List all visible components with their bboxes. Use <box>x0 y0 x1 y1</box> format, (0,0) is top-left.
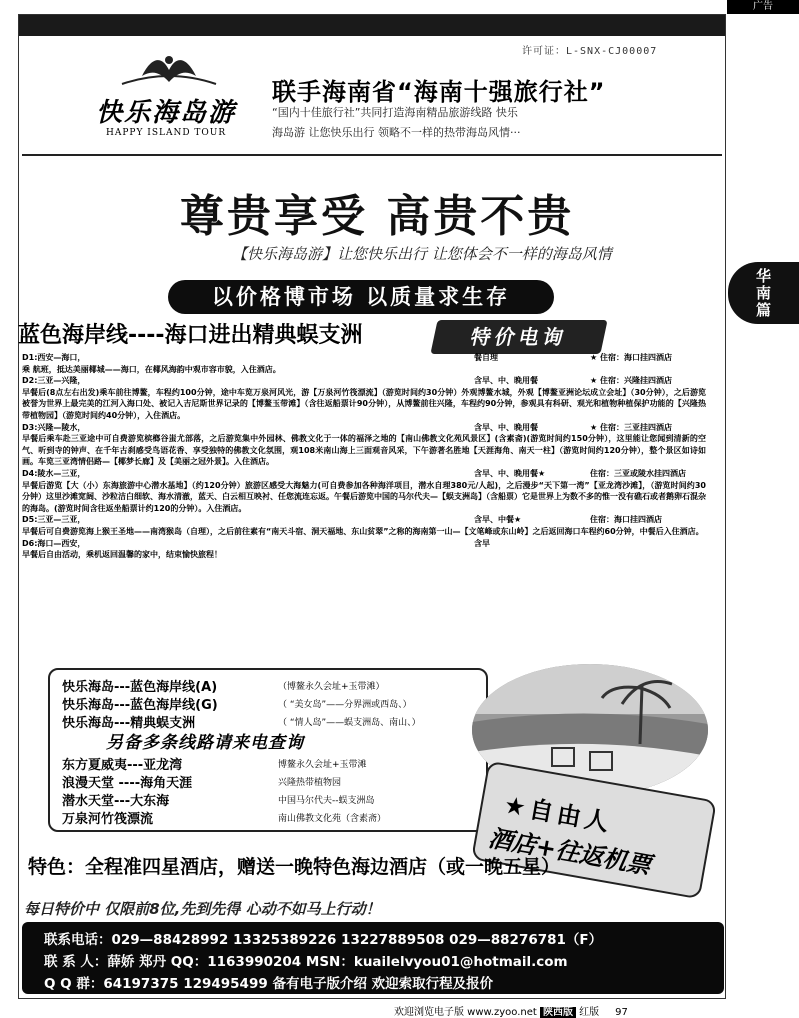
itinerary-day-head <box>22 375 706 387</box>
day-description: 早餐后(8点左右出发)乘车前往博鳌，车程约100分钟，途中车览万泉河风光，游【万泉河竹筏漂流】（游览时间约30分钟）外观博鳌水城，外观【博鳌亚洲论坛成立会址】（30分钟），之后游览被誉为世界上最完美的江河入海口处、被记入吉尼斯世界记录的【博鳌玉带滩】（含往返船票计90分钟），从博鳌前往兴隆，车程约90分钟，参观具有科研、观光和植物种植保护功能的【兴隆热带植物园】（游览时间约40分钟），入住酒店。 <box>22 387 706 420</box>
route-line-name: 潜水天堂---大东海 <box>62 794 170 809</box>
route-title: 蓝色海岸线----海口进出精典蜈支洲 <box>18 323 363 348</box>
itinerary-day-head <box>22 514 706 526</box>
day-hotel: 住宿：三亚或陵水挂四酒店 <box>590 468 686 478</box>
day-label: D4:陵水—三亚， <box>22 468 86 478</box>
day-meals: 含早、中、晚用餐★ <box>474 468 546 478</box>
day-label: D3:兴隆—陵水， <box>22 422 86 432</box>
logo-name: 快乐海岛游 <box>96 98 237 128</box>
day-label: D1:西安—海口， <box>22 353 86 362</box>
day-description: 早餐后自由活动，乘机返回温馨的家中，结束愉快旅程！ <box>22 550 222 560</box>
contact-group: Q Q 群：64197375 129495499 备有电子版介绍 欢迎索取行程及报价 <box>44 976 494 992</box>
itinerary-day-head <box>22 468 706 480</box>
day-label: D5:三亚—三亚， <box>22 515 86 525</box>
more-lines-text: 另备多条线路请来电查询 <box>106 733 304 753</box>
route-line-note: （博鳌永久会址+玉带滩） <box>278 682 385 692</box>
route-line-note: （ “美女岛”——分界洲或西岛、） <box>278 700 412 710</box>
day-hotel: ★ 住宿：兴隆挂四酒店 <box>590 376 672 386</box>
route-line-note: 中国马尔代夫--蜈支洲岛 <box>278 796 375 806</box>
day-hotel: ★ 住宿：海口挂四酒店 <box>590 353 672 362</box>
footer-site: 欢迎浏览电子版 www.zyoo.net <box>394 1007 537 1018</box>
footer-edition: 红版 <box>579 1007 600 1018</box>
free-traveler-title: ★自由人 <box>501 790 615 838</box>
footer-edition-tag: 陕西版 <box>540 1007 576 1018</box>
free-traveler-package: 酒店+往返机票 <box>486 823 653 880</box>
special-price-badge: 特价电询 <box>430 320 607 354</box>
route-line-note: 南山佛教文化苑（含素斋） <box>278 814 387 824</box>
route-line-name: 万泉河竹筏漂流 <box>62 812 154 827</box>
route-line-name: 快乐海岛---蓝色海岸线(A) <box>62 680 218 695</box>
contact-panel <box>22 922 724 994</box>
itinerary-day-head <box>22 422 706 434</box>
intro-line-1: “国内十佳旅行社”共同打造海南精品旅游线路 快乐 <box>272 106 518 119</box>
divider-top <box>22 154 722 156</box>
main-slogan: 尊贵享受 高贵不贵 <box>180 191 575 242</box>
day-description: 早餐后可自费游览海上猴王圣地——南湾猴岛（自理），之后前往素有“南天斗宿、洞天福地、东山贫翠”之称的海南第一山—【文笔峰或东山岭】之后返回海口车程约60分钟，中餐后入住酒店。 <box>22 526 704 536</box>
day-meals: 含早、中、晚用餐 <box>474 422 538 432</box>
route-line-name: 浪漫天堂 ----海角天涯 <box>62 776 193 791</box>
sub-slogan: 【快乐海岛游】让您快乐出行 让您体会不一样的海岛风情 <box>232 245 612 263</box>
feature-line: 特色：全程准四星酒店，赠送一晚特色海边酒店（或一晚五星） <box>28 856 561 878</box>
day-meals: 含早、中餐★ <box>474 515 522 525</box>
day-hotel: ★ 住宿：三亚挂四酒店 <box>590 422 672 432</box>
route-line-name: 东方夏威夷---亚龙湾 <box>62 758 183 773</box>
route-line-note: 兴隆热带植物园 <box>278 778 342 788</box>
price-quality-banner: 以价格博市场 以质量求生存 <box>168 280 554 314</box>
itinerary-day-head <box>22 352 706 364</box>
day-hotel: 住宿：海口挂四酒店 <box>590 515 662 525</box>
route-line-note: 博鳌永久会址+玉带滩 <box>278 760 367 770</box>
ad-label: 广告 <box>727 0 799 14</box>
page-number: 97 <box>615 1007 628 1018</box>
region-side-tab <box>728 262 799 324</box>
route-line-name: 快乐海岛---精典蜈支洲 <box>62 716 196 731</box>
partner-title: 联手海南省“海南十强旅行社” <box>272 78 606 106</box>
logo-english: HAPPY ISLAND TOUR <box>106 128 227 138</box>
day-description: 乘 航班，抵达美丽椰城——海口，在椰风海韵中观市容市貌，入住酒店。 <box>22 364 281 374</box>
day-description: 早餐后游览【大（小）东海旅游中心潜水基地】（约120分钟）旅游区感受大海魅力(可自费参加各种海洋项目，潜水自理380元/人起)，之后漫步“天下第一湾”【亚龙湾沙滩】，（游览时间约30分钟）这里沙滩宽阔、沙粒洁白细软、海水清澈，蓝天、白云相互映衬、任您流连忘返。午餐后游览中国的马尔代夫—【蜈支洲岛】（含船票）它是世界上为数不多的惟一没有礁石或者鹅卵石混杂的海岛。(游览时间含往返坐船票计约120的分钟）。入住酒店。 <box>22 480 706 513</box>
itinerary <box>22 352 706 561</box>
side-tab-char-1: 华 <box>755 267 771 285</box>
page-footer <box>394 1003 628 1018</box>
intro-line-2: 海岛游 让您快乐出行 领略不一样的热带海岛风情··· <box>272 126 521 139</box>
side-tab-char-3: 篇 <box>755 301 771 319</box>
day-description: 早餐后乘车赴三亚途中可自费游览槟榔谷蚩尤部落，之后游览集中外园林、佛教文化于一体的福泽之地的【南山佛教文化苑风景区】(含素斋)(游览时间约150分钟），这里能让您闻到清新的空气、听到寺的钟声、在千年古刹感受鸟语花香、享受独特的佛教文化氛围，观108米南山海上三面观音风采，下午游著名胜地【天涯海角、南天一柱】（游览时间约120分钟），整个景区如诗如画。车览三亚湾情侣路—【椰梦长廊】及【美丽之冠外景】。入住酒店。 <box>22 434 706 467</box>
license-number: 许可证：L-SNX-CJ00007 <box>522 46 658 57</box>
day-meals: 含早 <box>474 538 490 548</box>
contact-person: 联 系 人：薛娇 郑丹 QQ：1163990204 MSN：kuailelvyou01@hotmail.com <box>44 954 568 970</box>
day-label: D6:海口—西安， <box>22 538 86 548</box>
day-meals: 餐自理 <box>474 353 498 362</box>
route-line-name: 快乐海岛---蓝色海岸线(G) <box>62 698 218 713</box>
day-meals: 含早、中、晚用餐 <box>474 376 538 386</box>
daily-special: 每日特价中 仅限前8位,先到先得 心动不如马上行动！ <box>24 900 381 918</box>
side-tab-char-2: 南 <box>755 284 771 302</box>
itinerary-day-head <box>22 538 706 550</box>
route-line-note: （ “情人岛”——蜈支洲岛、南山、） <box>278 718 421 728</box>
day-label: D2:三亚—兴隆， <box>22 376 86 386</box>
contact-phone: 联系电话：029—88428992 13325389226 13227889508 029—88276781（F） <box>44 932 603 948</box>
